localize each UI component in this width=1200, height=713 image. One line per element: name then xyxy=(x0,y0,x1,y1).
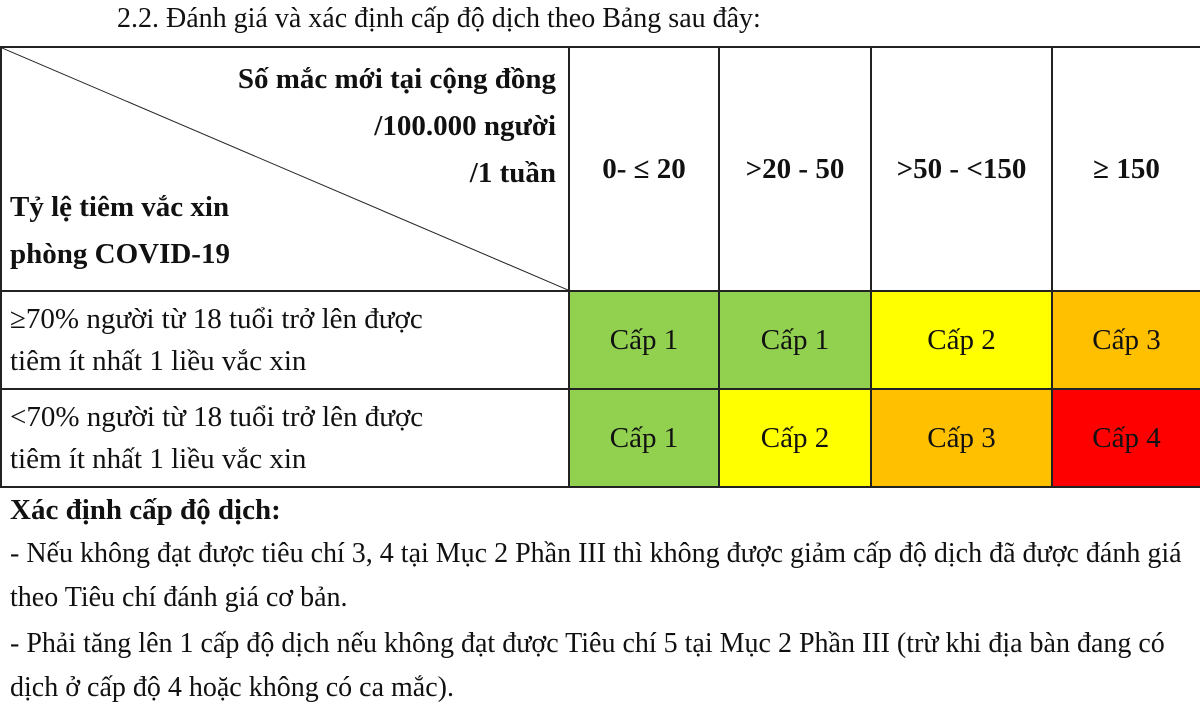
column-header: 0- ≤ 20 xyxy=(569,47,719,291)
column-header: ≥ 150 xyxy=(1052,47,1200,291)
level-cell: Cấp 3 xyxy=(871,389,1052,487)
criteria-title: Xác định cấp độ dịch: xyxy=(10,494,281,526)
section-heading: 2.2. Đánh giá và xác định cấp độ dịch theo Bảng sau đây: xyxy=(117,3,761,34)
column-header: >20 - 50 xyxy=(719,47,871,291)
level-cell: Cấp 1 xyxy=(569,389,719,487)
cases-per-100k-label xyxy=(238,56,556,197)
criteria-paragraph: - Nếu không đạt được tiêu chí 3, 4 tại Mục 2 Phần III thì không được giảm cấp độ dịch đã được đánh giá theo Tiêu chí đánh giá cơ bản. xyxy=(10,538,1182,613)
level-cell: Cấp 2 xyxy=(871,291,1052,389)
level-cell: Cấp 3 xyxy=(1052,291,1200,389)
row-header-line: <70% người từ 18 tuổi trở lên được xyxy=(10,401,424,433)
criteria-paragraph: - Phải tăng lên 1 cấp độ dịch nếu không đạt được Tiêu chí 5 tại Mục 2 Phần III (trừ khi địa bàn đang có dịch ở cấp độ 4 hoặc không có ca mắc). xyxy=(10,628,1165,703)
level-cell: Cấp 2 xyxy=(719,389,871,487)
table-row xyxy=(1,291,1200,389)
row-header-line: ≥70% người từ 18 tuổi trở lên được xyxy=(10,303,423,335)
cases-label-line: Số mắc mới tại cộng đồng xyxy=(237,63,556,95)
table-row xyxy=(1,389,1200,487)
vaccination-label-line: Tỷ lệ tiêm vắc xin xyxy=(10,191,230,223)
level-cell: Cấp 1 xyxy=(569,291,719,389)
row-header-line: tiêm ít nhất 1 liều vắc xin xyxy=(10,345,307,377)
cases-label-line: /1 tuần xyxy=(469,157,556,189)
level-cell: Cấp 1 xyxy=(719,291,871,389)
vaccination-rate-label xyxy=(10,184,230,278)
table-header-row xyxy=(1,47,1200,291)
corner-header-cell xyxy=(1,47,569,291)
row-header-line: tiêm ít nhất 1 liều vắc xin xyxy=(10,443,307,475)
level-cell: Cấp 4 xyxy=(1052,389,1200,487)
row-header xyxy=(1,291,569,389)
epidemic-level-table xyxy=(0,46,1200,488)
vaccination-label-line: phòng COVID-19 xyxy=(10,238,230,270)
row-header xyxy=(1,389,569,487)
column-header: >50 - <150 xyxy=(871,47,1052,291)
cases-label-line: /100.000 người xyxy=(374,110,556,142)
